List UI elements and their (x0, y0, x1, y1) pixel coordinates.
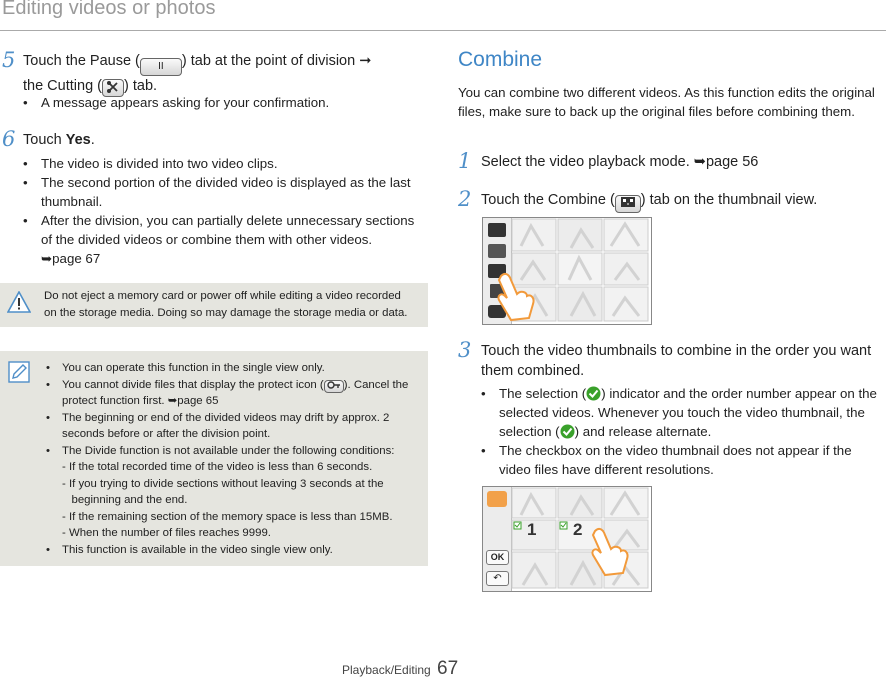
arrow-icon: ➞ (359, 53, 372, 69)
warning-line-2: on the storage media. Doing so may damage the storage media or data. (44, 306, 408, 319)
pause-tab-icon (140, 58, 182, 76)
step-1-label: Select the video playback mode. (481, 154, 690, 170)
combine-mode-icon (487, 491, 507, 507)
step-5-text (23, 51, 423, 97)
thumbnail-view-screenshot (482, 217, 652, 325)
page-header-title: Editing videos or photos (2, 0, 216, 19)
step-3-b1c: ) and release alternate. (574, 424, 712, 439)
step-1-text (481, 152, 758, 172)
touch-hand-icon (591, 527, 633, 579)
step-3-b1a: The selection ( (499, 386, 587, 401)
list-item: • The video is divided into two video clips. (23, 154, 428, 173)
step-2-text (481, 190, 817, 213)
step-6-bullets (23, 154, 428, 268)
note-b2a: You cannot divide files that display the protect icon ( (62, 378, 324, 391)
selection-check-icon (560, 424, 575, 439)
step-5-text-b: ) tab at the point of division (181, 53, 356, 69)
step-2-number: 2 (458, 187, 472, 211)
touch-hand-icon (497, 272, 539, 322)
page-ref-link[interactable]: page 65 (177, 395, 219, 407)
step-5-text-d: ) tab. (124, 78, 158, 94)
sub-item: - If the remaining section of the memory space is less than 15MB. (62, 510, 393, 523)
combine-selection-screenshot (482, 486, 652, 592)
step-6-number: 6 (2, 127, 16, 151)
step-5-number: 5 (2, 48, 16, 72)
step-6-bold: Yes (65, 132, 91, 148)
pause-glyph: II (158, 61, 164, 72)
step-5-bullets (23, 93, 423, 112)
warning-text (44, 288, 407, 321)
combine-section-title: Combine (458, 48, 543, 71)
list-item-text: After the division, you can partially delete unnecessary sections of the divided videos or combine them with other videos. (41, 213, 415, 247)
step-5-text-a: Touch the Pause ( (23, 53, 140, 69)
selection-check-icon (586, 386, 601, 401)
list-item (23, 211, 428, 268)
list-item (44, 443, 424, 542)
list-item (44, 377, 424, 410)
step-3-b1b: ) indicator and the order number appear on the selected videos. Whenever you touch the video thumbnail, the selection ( (499, 386, 877, 439)
step-6-text-a: Touch (23, 132, 66, 148)
page-ref-link[interactable]: page 67 (52, 251, 101, 266)
order-number-2: 2 (573, 520, 583, 539)
step-6-text (23, 130, 95, 150)
list-item: • The beginning or end of the divided videos may drift by approx. 2 seconds before or after the division point. (44, 410, 424, 443)
note-pencil-icon (8, 361, 30, 383)
combine-tab-icon (615, 195, 641, 213)
footer-section-label: Playback/Editing (342, 663, 431, 677)
protect-key-icon (324, 380, 344, 393)
header-divider (0, 30, 886, 31)
page-ref-arrow-icon: ➥ (167, 395, 178, 407)
note-b2c: protect function first. (62, 395, 165, 407)
step-2-text-b: ) tab on the thumbnail view. (640, 192, 818, 208)
step-3-text: Touch the video thumbnails to combine in the order you want them combined. (481, 343, 872, 379)
warning-icon (7, 291, 31, 313)
page-ref-arrow-icon: ➥ (693, 154, 706, 170)
list-item: • A message appears asking for your confirmation. (23, 93, 423, 112)
note-bullets (44, 360, 424, 558)
step-2-text-a: Touch the Combine ( (481, 192, 615, 208)
play-icon (488, 244, 506, 258)
sub-item: beginning and the end. (62, 494, 188, 506)
list-item: • You can operate this function in the single view only. (44, 360, 424, 377)
sub-item: - If you trying to divide sections without leaving 3 seconds at the (62, 477, 384, 490)
step-3-bullets (481, 384, 881, 479)
note-b2b: ). Cancel the (343, 378, 409, 391)
list-item: • This function is available in the video single view only. (44, 542, 424, 559)
step-6-text-b: . (90, 132, 95, 148)
step-3-number: 3 (458, 338, 472, 362)
note-b4: The Divide function is not available under the following conditions: (62, 444, 395, 457)
list-item: • The second portion of the divided video is displayed as the last thumbnail. (23, 173, 428, 211)
step-5-text-c: the Cutting ( (23, 78, 102, 94)
combine-intro: You can combine two different videos. As this function edits the original files, make sure to back up the original files before combining them. (458, 85, 875, 119)
order-number-1: 1 (527, 520, 537, 539)
step-1-number: 1 (458, 149, 472, 173)
page-ref-link[interactable]: page 56 (705, 154, 759, 170)
ok-button[interactable]: OK (486, 550, 509, 565)
list-item (481, 384, 881, 441)
sub-item: - When the number of files reaches 9999. (62, 527, 271, 539)
mode-icon (488, 223, 506, 237)
list-item: • The checkbox on the video thumbnail does not appear if the video files have different resolutions. (481, 441, 881, 479)
warning-line-1: Do not eject a memory card or power off while editing a video recorded (44, 290, 401, 302)
sub-item: - If the total recorded time of the video is less than 6 seconds. (62, 461, 373, 473)
page-ref-arrow-icon: ➥ (41, 251, 53, 266)
return-button[interactable]: ↶ (486, 571, 509, 586)
page-number: 67 (437, 658, 459, 679)
